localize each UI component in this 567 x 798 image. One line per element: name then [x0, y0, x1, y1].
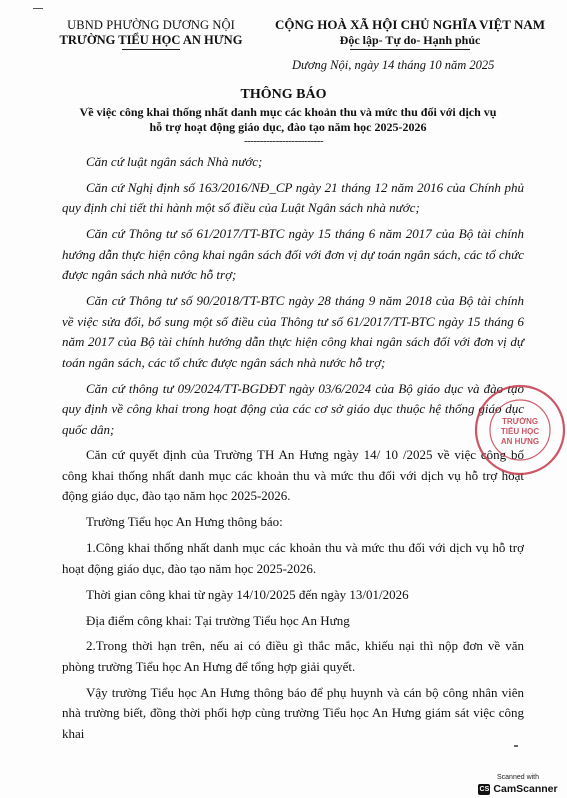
paragraph-legal-basis-1: Căn cứ luật ngân sách Nhà nước; [86, 154, 263, 169]
scanner-brand-row [474, 783, 562, 795]
header-right-underline [350, 49, 470, 50]
paragraph-legal-basis-4: Căn cứ Thông tư số 90/2018/TT-BTC ngày 28 tháng 9 năm 2018 của Bộ tài chính về việc sửa đổi, bổ sung một số điều của Thông tư số 61/2017/TT-BTC ngày 15 tháng 6 năm 2017 của Bộ tài chính hướng dẫn thực hiện công khai ngân sách đối với đơn vị dự toán ngân sách, các tổ chức được ngân sách nhà nước hỗ trợ; [62, 293, 524, 370]
authority-name: UBND PHƯỜNG DƯƠNG NỘI [67, 18, 235, 32]
paragraph-legal-basis-2: Căn cứ Nghị định số 163/2016/NĐ_CP ngày 21 tháng 12 năm 2016 của Chính phủ quy định chi tiết thi hành một số điều của Luật Ngân sách nhà nước; [62, 179, 524, 216]
paragraph-location: Địa điểm công khai: Tại trường Tiểu học An Hưng [86, 612, 350, 628]
paragraph-time: Thời gian công khai từ ngày 14/10/2025 đến ngày 13/01/2026 [86, 586, 409, 602]
paragraph-decision: Căn cứ quyết định của Trường TH An Hưng ngày 14/ 10 /2025 về việc công bố công khai thống nhất danh mục các khoản thu và mức thu đối với dịch vụ hỗ trợ hoạt động giáo dục, đào tạo năm học 2025-2026. [62, 447, 524, 504]
header-left [46, 18, 256, 50]
national-title: CỘNG HOÀ XÃ HỘI CHỦ NGHĨA VIỆT NAM [274, 17, 546, 32]
header-right [260, 17, 560, 50]
header-left-underline [122, 49, 180, 50]
paragraph-item-2: 2.Trong thời hạn trên, nếu ai có điều gì thắc mắc, khiếu nại thì nộp đơn về văn phòng trường Tiểu học An Hưng để tổng hợp giải quyết. [62, 638, 524, 674]
camscanner-logo-icon: CS [479, 785, 490, 793]
corner-mark [33, 8, 43, 9]
stamp-text-top: TRƯỜNG [501, 417, 539, 426]
paragraph-announce: Trường Tiểu học An Hưng thông báo: [86, 514, 283, 530]
date-line: Dương Nội, ngày 14 tháng 10 năm 2025 [292, 58, 495, 72]
red-seal-stamp-icon [470, 380, 566, 476]
tick-mark [514, 745, 518, 747]
scanner-caption: Scanned with [496, 774, 540, 781]
document-title: THÔNG BÁO [240, 87, 327, 102]
document-subtitle: Về việc công khai thống nhất danh mục các khoản thu và mức thu đối với dịch vụ hỗ trợ hoạt động giáo dục, đào tạo năm học 2025-2026 [79, 105, 497, 134]
paragraph-closing: Vậy trường Tiểu học An Hưng thông báo để phụ huynh và cán bộ công nhân viên nhà trường biết, đồng thời phối hợp cùng trường Tiểu học An Hưng giám sát việc công khai [62, 684, 524, 741]
paragraph-legal-basis-5: Căn cứ thông tư 09/2024/TT-BGDĐT ngày 03/6/2024 của Bộ giáo dục và đào tạo quy định về công khai trong hoạt động của các cơ sở giáo dục thuộc hệ thống giáo dục quốc dân; [62, 380, 524, 437]
national-motto: Độc lập- Tự do- Hạnh phúc [339, 33, 481, 47]
body-text [62, 152, 524, 750]
paragraph-item-1: 1.Công khai thống nhất danh mục các khoản thu và mức thu đối với dịch vụ hỗ trợ hoạt động giáo dục, đào tạo năm học 2025-2026. [62, 540, 524, 576]
stamp-text-bottom: AN HƯNG [500, 437, 540, 446]
paragraph-legal-basis-3: Căn cứ Thông tư số 61/2017/TT-BTC ngày 15 tháng 6 năm 2017 của Bộ tài chính hướng dẫn thực hiện công khai ngân sách đối với đơn vị dự toán ngân sách, các tổ chức được ngân sách nhà nước hỗ trợ; [62, 226, 524, 283]
scanner-watermark [474, 774, 562, 796]
school-name: TRƯỜNG TIỂU HỌC AN HƯNG [59, 33, 243, 47]
scanner-brand: CamScanner [493, 783, 558, 795]
stamp-text-mid: TIỂU HỌC [500, 427, 540, 436]
separator-line: ------------------------- [243, 135, 324, 147]
